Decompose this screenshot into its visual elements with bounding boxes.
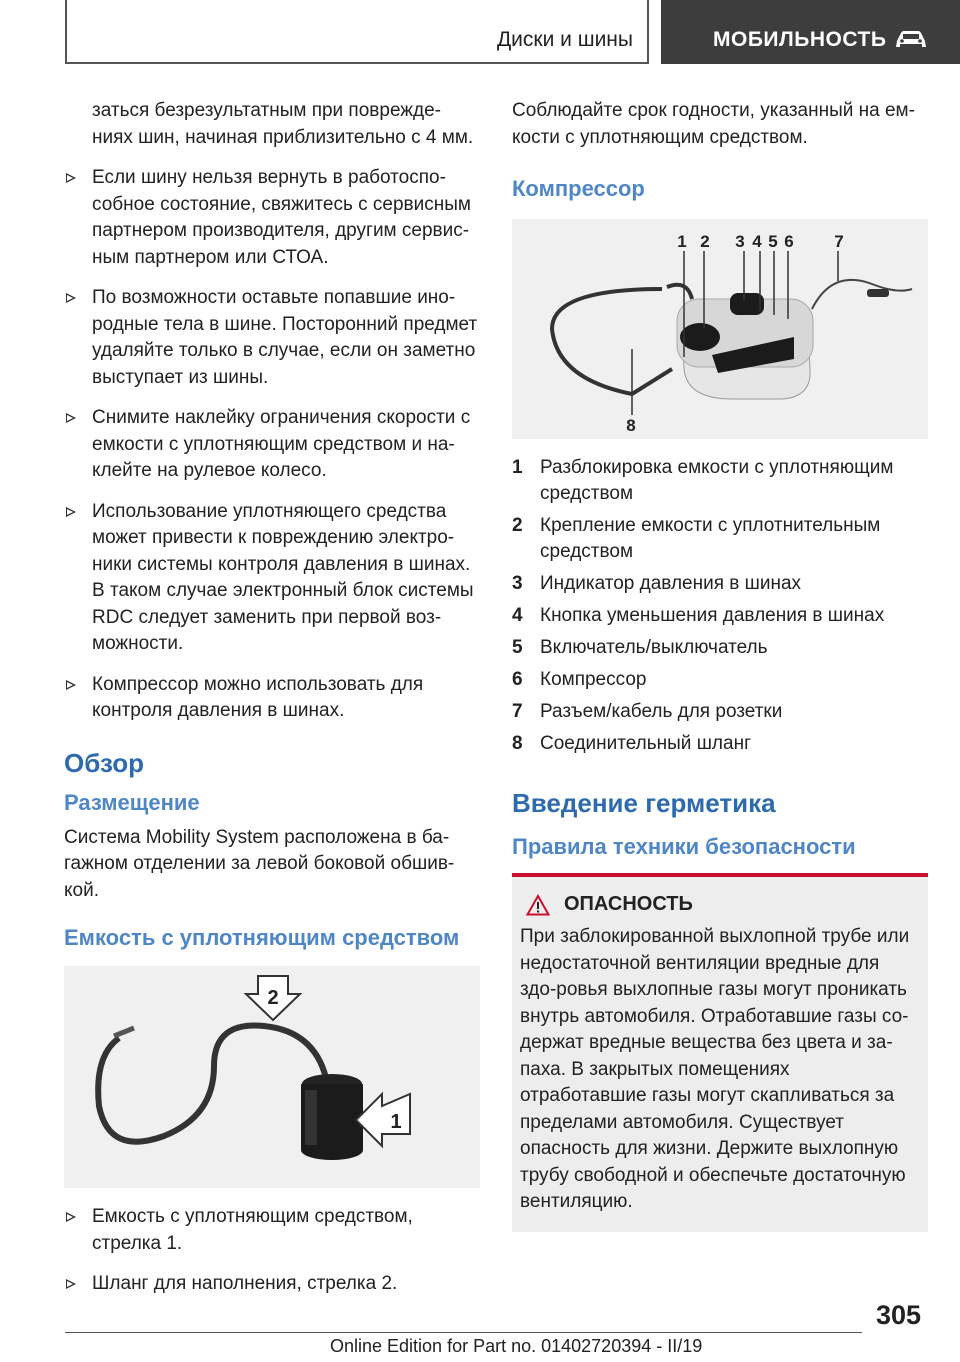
placement-paragraph: Система Mobility System расположена в ба-гажном отделении за левой боковой обшив-кой. (64, 826, 455, 901)
list-item: По возможности оставьте попавшие ино-родные тела в шине. Посторонний предмет удаляйте только в случае, если он заметно выступает из шины. (64, 285, 480, 391)
list-item: 5 Включатель/выключатель (512, 637, 768, 658)
header-chapter-title: МОБИЛЬНОСТЬ (713, 28, 887, 51)
right-column (512, 98, 928, 1232)
figure-label-5: 5 (768, 232, 778, 251)
overview-heading: Обзор (64, 747, 144, 778)
bullet-triangle-icon (66, 1212, 76, 1222)
compressor-illustration (512, 219, 928, 439)
figure-label-1: 1 (390, 1111, 402, 1133)
list-item: 3 Индикатор давления в шинах (512, 573, 802, 594)
list-item: Емкость с уплотняющим средством, стрелка 1. (64, 1204, 480, 1257)
list-item: 7 Разъем/кабель для розетки (512, 701, 783, 722)
figure-label-2: 2 (700, 232, 710, 251)
figure-label-7: 7 (834, 232, 844, 251)
list-item: 2 Крепление емкости с уплотнительным средством (512, 515, 881, 562)
list-item: Если шину нельзя вернуть в работоспо-собное состояние, свяжитесь с сервисным партнером производителя, другим сервис-ным партнером или СТОА. (64, 165, 480, 271)
list-item: 8 Соединительный шланг (512, 733, 752, 754)
car-icon (893, 27, 929, 51)
compressor-heading: Компрессор (512, 176, 645, 201)
figure-label-4: 4 (752, 232, 762, 251)
bullet-triangle-icon (66, 293, 76, 303)
bullet-triangle-icon (66, 173, 76, 183)
list-item: 4 Кнопка уменьшения давления в шинах (512, 605, 885, 626)
safety-heading: Правила техники безопасности (512, 834, 856, 859)
figure-label-8: 8 (626, 416, 636, 435)
bullet-triangle-icon (66, 507, 76, 517)
figure-label-3: 3 (735, 232, 745, 251)
danger-warning-box (512, 873, 928, 1232)
intro-paragraph: заться безрезультатным при поврежде-ниях шин, начиная приблизительно с 4 мм. (92, 100, 474, 148)
sealant-heading: Введение герметика (512, 788, 776, 818)
bullet-triangle-icon (66, 1279, 76, 1289)
list-item: Снимите наклейку ограничения скорости с емкости с уплотняющим средством и на-клейте на рулевое колесо. (64, 405, 480, 485)
placement-heading: Размещение (64, 789, 200, 815)
sealant-container-figure (64, 966, 480, 1188)
footer-edition: Online Edition for Part no. 01402720394 - II/19 (330, 1336, 703, 1356)
figure-label-6: 6 (784, 232, 794, 251)
warning-triangle-icon (526, 894, 550, 916)
figure-label-1: 1 (677, 232, 687, 251)
list-item: Компрессор можно использовать для контроля давления в шинах. (64, 672, 480, 725)
list-item: 1 Разблокировка емкости с уплотняющим средством (512, 457, 894, 504)
footer-divider (65, 1332, 862, 1333)
compressor-parts-list (512, 455, 928, 757)
header-section-tab (65, 0, 649, 64)
bullet-triangle-icon (66, 680, 76, 690)
list-item: Использование уплотняющего средства может привести к повреждению электро-ники системы контроля давления в шинах. В таком случае электронный блок системы RDC следует заменить при первой воз-можности. (64, 499, 480, 658)
danger-title: ОПАСНОСТЬ (564, 893, 693, 915)
header-section-title: Диски и шины (496, 28, 633, 51)
bullet-triangle-icon (66, 413, 76, 423)
list-item: 6 Компрессор (512, 669, 647, 690)
container-heading: Емкость с уплотняющим средством (64, 925, 460, 950)
list-item: Шланг для наполнения, стрелка 2. (64, 1271, 480, 1298)
figure-label-2: 2 (267, 987, 279, 1009)
danger-text: При заблокированной выхлопной трубе или недостаточной вентиляции вредные для здо-ровья выхлопные газы могут проникать внутрь автомобиля. Отработавшие газы со-держат вредные вещества без цвета и за-паха. В закрытых помещениях отработавшие газы могут скапливаться за пределами автомобиля. Существует опасность для жизни. Держите выхлопную трубу свободной и обеспечьте достаточную вентиляцию. (520, 926, 910, 1212)
expiry-paragraph: Соблюдайте срок годности, указанный на ем-кости с уплотняющим средством. (512, 100, 915, 148)
sealant-container-illustration (64, 966, 480, 1188)
header-chapter-tab (661, 0, 960, 64)
page-number: 305 (876, 1300, 922, 1330)
left-column (64, 98, 480, 1312)
compressor-figure (512, 219, 928, 439)
